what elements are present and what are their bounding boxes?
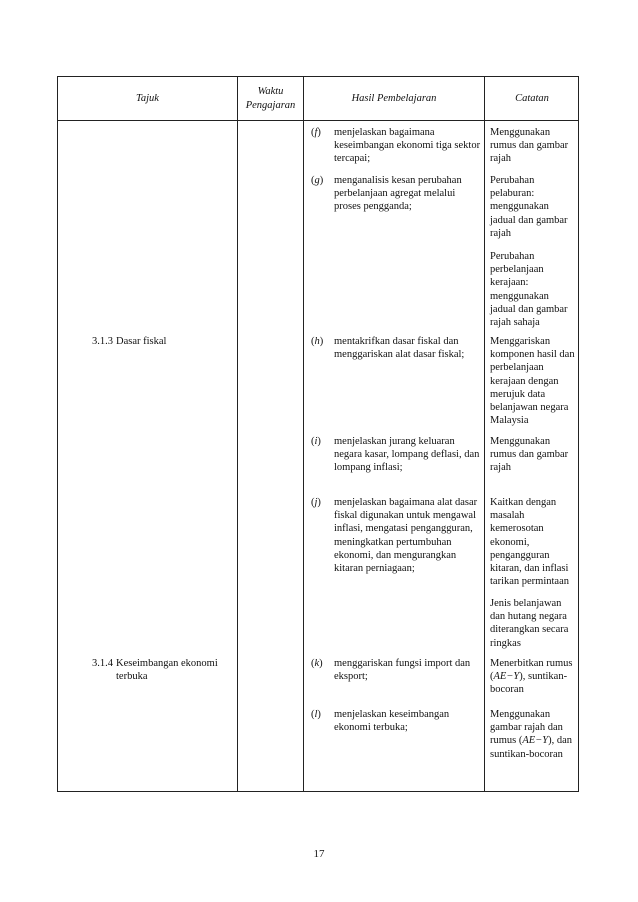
outcome-label: (l) (311, 709, 321, 720)
topic-text: Dasar fiskal (116, 336, 167, 347)
header-catatan: Catatan (515, 92, 549, 104)
curriculum-table (57, 76, 579, 792)
outcome-label: (h) (311, 336, 324, 347)
header-waktu (238, 77, 303, 120)
note: Menggariskan komponen hasil dan perbelanjaan kerajaan dengan merujuk data belanjawan negara Malaysia (490, 336, 575, 427)
page-number: 17 (313, 848, 325, 860)
outcome-text: menggariskan fungsi import dan eksport; (334, 658, 471, 683)
outcome-text: menjelaskan bagaimana keseimbangan ekonomi tiga sektor tercapai; (334, 127, 481, 165)
outcome-text: menjelaskan bagaimana alat dasar fiskal digunakan untuk mengawal inflasi, mengatasi pengangguran, meningkatkan pertumbuhan ekonomi, dan mengurangkan kitaran perniagaan; (334, 497, 478, 575)
outcome-text: menjelaskan keseimbangan ekonomi terbuka; (334, 709, 450, 734)
outcome-label: (j) (311, 497, 321, 508)
column-divider (303, 77, 304, 791)
note: Menggunakan gambar rajah dan rumus (AE−Y), dan suntikan-bocoran (490, 709, 573, 760)
note: Perubahan perbelanjaan kerajaan: menggunakan jadual dan gambar rajah sahaja (490, 251, 568, 329)
note: Perubahan pelaburan: menggunakan jadual dan gambar rajah (490, 175, 568, 239)
topic-number: 3.1.4 (92, 658, 113, 669)
outcome-label: (f) (311, 127, 321, 138)
header-hasil: Hasil Pembelajaran (351, 92, 437, 104)
outcome-text: menganalisis kesan perubahan perbelanjaan agregat melalui proses pengganda; (334, 175, 462, 213)
topic-number: 3.1.3 (92, 336, 113, 347)
header-divider (58, 120, 578, 121)
note: Menerbitkan rumus (AE−Y), suntikan-bocoran (490, 658, 573, 696)
topic-text: Keseimbangan ekonomi terbuka (116, 658, 218, 683)
header-tajuk: Tajuk (136, 92, 159, 104)
formula: AE−Y (493, 671, 520, 683)
column-divider (237, 77, 238, 791)
outcome-label: (i) (311, 436, 321, 447)
header-waktu-line2: Pengajaran (245, 99, 296, 111)
note: Menggunakan rumus dan gambar rajah (490, 436, 569, 474)
column-divider (484, 77, 485, 791)
outcome-label: (k) (311, 658, 323, 669)
note: Kaitkan dengan masalah kemerosotan ekonomi, pengangguran kitaran, dan inflasi tarikan permintaan (490, 497, 570, 588)
header-waktu-line1: Waktu (257, 85, 284, 97)
outcome-text: menjelaskan jurang keluaran negara kasar, lompang deflasi, dan lompang inflasi; (334, 436, 480, 474)
outcome-label: (g) (311, 175, 324, 186)
outcome-text: mentakrifkan dasar fiskal dan menggariskan alat dasar fiskal; (334, 336, 465, 361)
note: Jenis belanjawan dan hutang negara diterangkan secara ringkas (490, 598, 569, 649)
formula: AE−Y (522, 735, 549, 747)
note: Menggunakan rumus dan gambar rajah (490, 127, 569, 165)
